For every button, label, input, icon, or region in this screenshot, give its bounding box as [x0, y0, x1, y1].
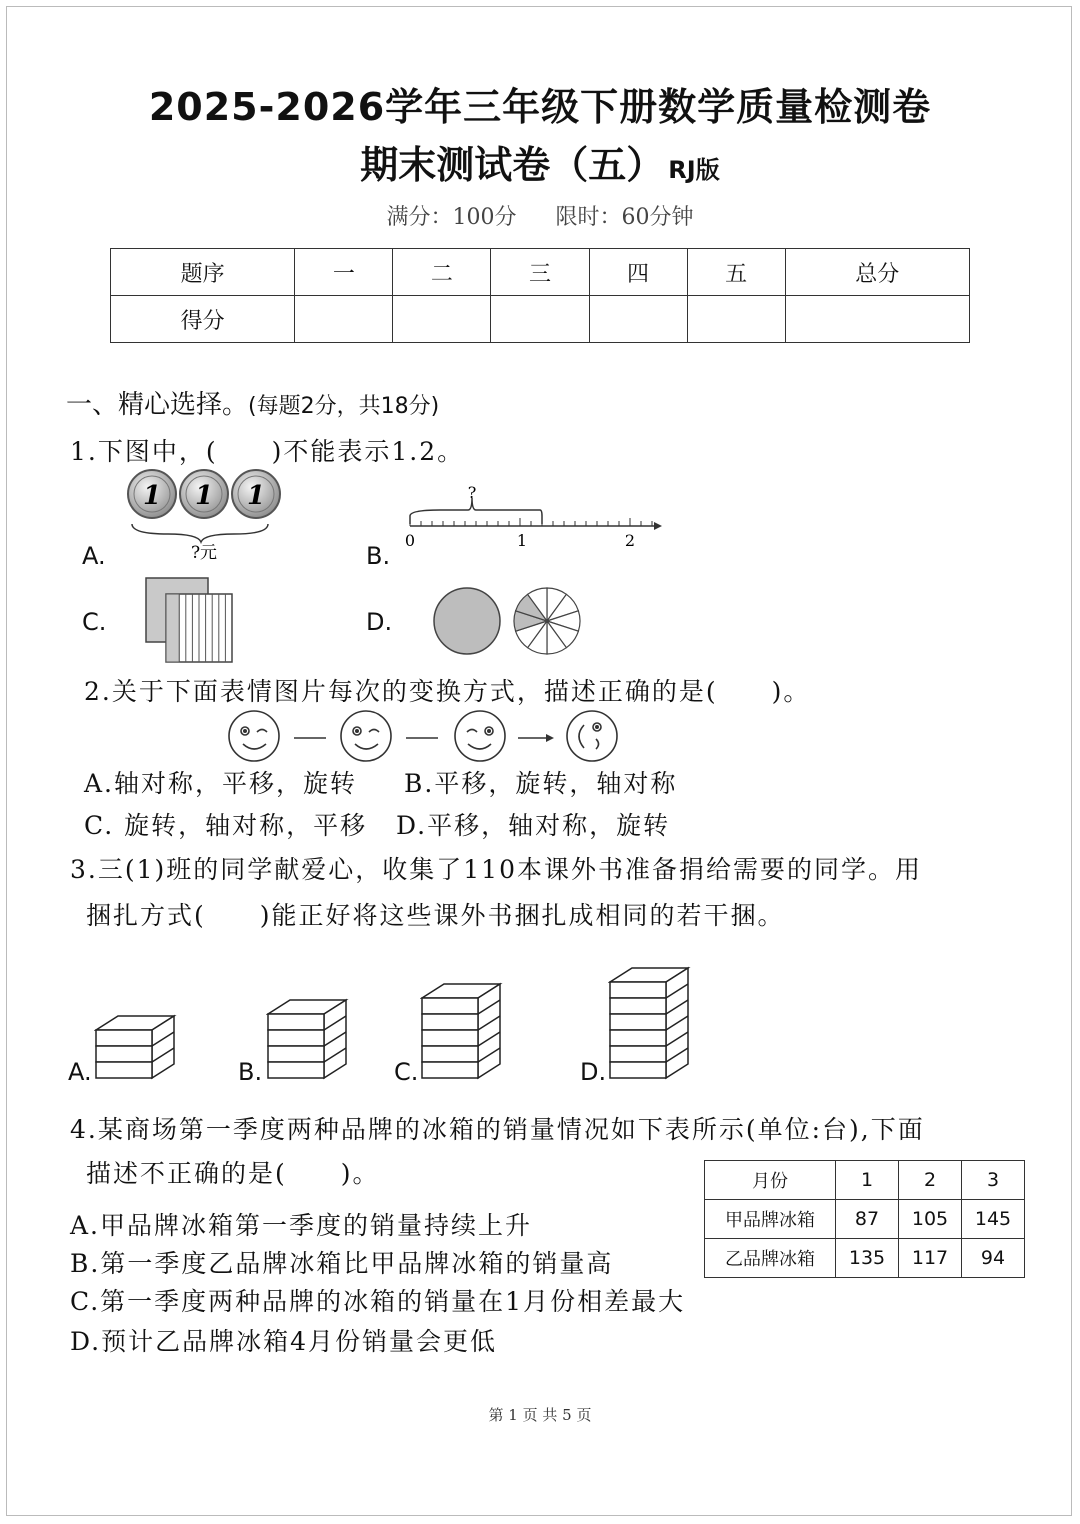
divided-circle [514, 588, 580, 654]
full-circle [434, 588, 500, 654]
section-title: 一、精心选择。 [66, 390, 249, 420]
score-table-header-row [111, 249, 970, 296]
score-input-cell[interactable] [295, 296, 393, 343]
book-layer [268, 1030, 324, 1046]
line-question-mark: ? [467, 483, 477, 502]
score-input-cell[interactable] [687, 296, 785, 343]
smiley-face-icon [567, 711, 617, 761]
book-stack-4-icon [266, 982, 360, 1080]
number-line-figure [400, 476, 670, 552]
coin-label: 1 [194, 481, 214, 511]
book-stack-3-icon [94, 1000, 184, 1080]
book-layer [422, 998, 478, 1014]
edition-label: RJ版 [668, 156, 720, 184]
book-layer [96, 1046, 152, 1062]
question-2-stem: 2.关于下面表情图片每次的变换方式，描述正确的是( )。 [84, 677, 811, 706]
sales-row-brand-a [705, 1200, 1025, 1239]
book-stack [96, 1016, 174, 1078]
book-layer [610, 998, 666, 1014]
score-cell-header: 五 [687, 249, 785, 296]
q4-option-d: D.预计乙品牌冰箱4月份销量会更低 [70, 1327, 498, 1356]
sales-cell: 2 [899, 1161, 962, 1200]
question-3-stem-line2: 捆扎方式( )能正好将这些课外书捆扎成相同的若干捆。 [86, 901, 785, 930]
question-3-stem-line1: 3.三(1)班的同学献爱心，收集了110本课外书准备捐给需要的同学。用 [70, 855, 922, 884]
sales-cell: 117 [899, 1239, 962, 1278]
sales-cell: 135 [836, 1239, 899, 1278]
book-layer [268, 1046, 324, 1062]
subtitle-text: 期末测试卷（五） [360, 143, 665, 187]
book-layer [268, 1014, 324, 1030]
smiley-face-icon [455, 711, 505, 761]
sales-cell: 87 [836, 1200, 899, 1239]
coin-caption: ?元 [190, 543, 218, 563]
tick-label: 1 [516, 531, 528, 550]
book-stack [610, 968, 688, 1078]
stack-side-face [478, 984, 500, 1078]
score-cell-header: 一 [295, 249, 393, 296]
q2-option-b: B.平移，旋转，轴对称 [404, 769, 678, 798]
sales-header-row [705, 1161, 1025, 1200]
exam-meta [0, 200, 1080, 231]
score-cell-header: 三 [491, 249, 589, 296]
score-cell-header: 总分 [785, 249, 969, 296]
brace-icon [132, 524, 268, 542]
q3-option-b-label: B. [238, 1058, 263, 1086]
book-layer [268, 1062, 324, 1078]
coin-label: 1 [246, 481, 266, 511]
sales-cell: 乙品牌冰箱 [705, 1239, 836, 1278]
q3-option-a-label: A. [68, 1058, 92, 1086]
book-stack [268, 1000, 346, 1078]
smiley-face-icon [229, 711, 279, 761]
shaded-stripe [166, 594, 179, 662]
book-layer [422, 1030, 478, 1046]
book-stack-5-icon [420, 962, 514, 1080]
question-1-stem: 1.下图中，( )不能表示1.2。 [70, 437, 465, 466]
exam-title: 2025-2026学年三年级下册数学质量检测卷 [148, 85, 932, 129]
q1-option-a-label: A. [82, 542, 106, 570]
q2-option-a: A.轴对称，平移，旋转 [84, 769, 358, 798]
full-score: 满分：100分 [386, 205, 517, 230]
book-stack-6-icon [608, 938, 704, 1080]
q1-option-d-label: D. [366, 608, 393, 636]
score-input-cell[interactable] [589, 296, 687, 343]
sales-cell: 94 [962, 1239, 1025, 1278]
score-cell-header: 题序 [111, 249, 295, 296]
coin-label: 1 [142, 481, 162, 511]
score-table [110, 248, 970, 343]
q1-option-c-label: C. [82, 608, 107, 636]
arrow-icon [546, 734, 554, 742]
time-limit: 限时：60分钟 [555, 205, 694, 230]
book-layer [610, 1046, 666, 1062]
book-layer [96, 1030, 152, 1046]
book-layer [610, 982, 666, 998]
q4-option-a: A.甲品牌冰箱第一季度的销量持续上升 [70, 1211, 533, 1240]
q1-option-b-label: B. [366, 542, 391, 570]
q4-option-c: C.第一季度两种品牌的冰箱的销量在1月份相差最大 [70, 1287, 686, 1316]
score-input-cell[interactable] [393, 296, 491, 343]
q3-option-d-label: D. [580, 1058, 607, 1086]
coin-icon [128, 470, 176, 518]
section-note: (每题2分，共18分) [248, 394, 440, 419]
exam-subtitle [0, 134, 1080, 189]
shaded-squares-figure [144, 576, 236, 666]
score-input-cell[interactable] [785, 296, 969, 343]
tick-label: 0 [404, 531, 416, 550]
q3-option-c-label: C. [394, 1058, 419, 1086]
tick-marks [410, 518, 652, 526]
score-input-cell[interactable] [491, 296, 589, 343]
section-heading [66, 384, 439, 421]
q4-option-b: B.第一季度乙品牌冰箱比甲品牌冰箱的销量高 [70, 1249, 614, 1278]
coins-figure [118, 468, 298, 568]
smiley-face-icon [341, 711, 391, 761]
page-footer: 第 1 页 共 5 页 [488, 1406, 592, 1424]
book-layer [422, 1062, 478, 1078]
score-cell-header: 二 [393, 249, 491, 296]
sales-cell: 甲品牌冰箱 [705, 1200, 836, 1239]
sales-cell: 145 [962, 1200, 1025, 1239]
score-cell-header: 四 [589, 249, 687, 296]
sales-cell: 3 [962, 1161, 1025, 1200]
book-layer [610, 1014, 666, 1030]
score-row-label: 得分 [111, 296, 295, 343]
tick-label: 2 [624, 531, 636, 550]
book-layer [610, 1062, 666, 1078]
book-layer [422, 1046, 478, 1062]
book-layer [422, 1014, 478, 1030]
sales-cell: 月份 [705, 1161, 836, 1200]
circles-figure [430, 586, 590, 656]
question-4-stem-line2: 描述不正确的是( )。 [86, 1159, 380, 1188]
sales-table [704, 1160, 1025, 1278]
book-layer [610, 1030, 666, 1046]
faces-sequence-figure [226, 708, 626, 766]
book-layer [96, 1062, 152, 1078]
sales-cell: 105 [899, 1200, 962, 1239]
book-stack [422, 984, 500, 1078]
score-table-score-row [111, 296, 970, 343]
coin-icon [232, 470, 280, 518]
arrow-icon [654, 522, 662, 530]
q2-option-d: D.平移，轴对称，旋转 [396, 811, 671, 840]
sales-cell: 1 [836, 1161, 899, 1200]
q2-option-c: C. 旋转，轴对称，平移 [84, 811, 368, 840]
coin-icon [180, 470, 228, 518]
question-4-stem-line1: 4.某商场第一季度两种品牌的冰箱的销量情况如下表所示(单位:台),下面 [70, 1115, 925, 1144]
sales-row-brand-b [705, 1239, 1025, 1278]
